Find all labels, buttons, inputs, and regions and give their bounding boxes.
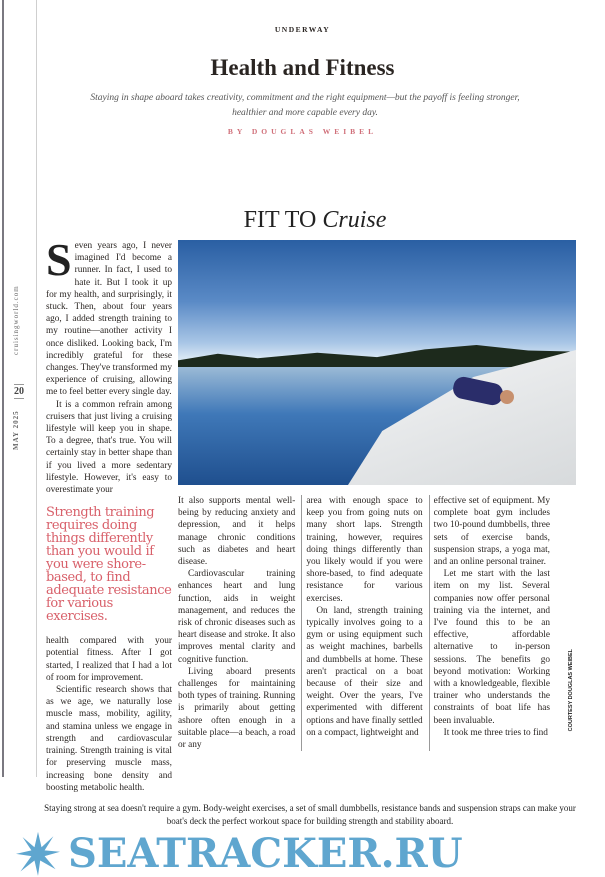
margin-rule — [36, 0, 37, 777]
treeline — [178, 345, 576, 367]
section-label: UNDERWAY — [274, 25, 331, 34]
right-area — [178, 240, 576, 751]
person-head — [500, 390, 514, 404]
article-photo — [178, 240, 576, 485]
deck-text: Staying in shape aboard takes creativity, commitment and the right equipment—but the payoff is feeling stronger, healthier and more capable every day. — [90, 93, 520, 118]
article-headline: FIT TO Cruise — [243, 207, 387, 233]
byline: BY DOUGLAS WEIBEL — [227, 127, 378, 136]
column-2: It also supports mental well-being by reducing anxiety and depression, and it helps manage chronic conditions such as diabetes and heart disease. Cardiovascular training enhances heart and lung function, aids in weight management, and reduces the risk of chronic diseases such as heart disease and stroke. It also improves mental clarity and cognitive function. Living aboard presents challenges for maintaining both types of training. Running is primarily about getting ashore often enough in a suitable place—a beach, a road or any — [178, 496, 296, 751]
column-4: effective set of equipment. My complete boat gym includes two 10-pound dumbbells, three sets of exercise bands, suspension straps, a yoga mat, and an online personal trainer. Let me start with the last item on my list. Several companies now offer personal training via the internet, and I've found this to be an effective, affordable alternative to in-person sessions. The benefits go beyond motivation: Working with a knowledgeable, flexible trainer who understands the constraints of boat life has been invaluable. It took me three tries to find — [429, 495, 550, 751]
page-number: 20 — [14, 386, 24, 397]
page-edge-rule — [2, 0, 4, 777]
watermark — [16, 829, 576, 877]
article-body — [44, 234, 576, 877]
column-3: area with enough space to keep you from going nuts on many short laps. Strength training, however, requires doing things differently than you likely would if you were shore-based, to find adequate resistance for various exercises. On land, strength training typically involves going to a gym or using equipment such as weight machines, barbells and dumbbells at home. These aren't practical on a boat because of their size and weight. Over the years, I've experimented with different options and have finally settled on a compact, lightweight and — [301, 495, 422, 751]
watermark-starburst-icon — [16, 832, 60, 876]
website-label: cruisingworld.com — [12, 285, 20, 355]
photo-credit: COURTESY DOUGLAS WEIBEL — [568, 648, 574, 732]
watermark-logo: SEATRACKER.RU — [68, 829, 463, 877]
lower-columns — [178, 495, 550, 751]
column-1: Seven years ago, I never imagined I'd become a runner. In fact, I used to hate it. But I took it up for my health, and surprisingly, it stuck. Then, about four years ago, I added strength training to my routine—another activity I once disliked. Looking back, I'm incredibly grateful for these changes. They've transformed my experience of cruising, allowing me to feel better every single day. It is a common refrain among cruisers that just living a cruising lifestyle will keep you in shape. To a degree, that's true. You will certainly stay in better shape than if you lived a more sedentary lifestyle. However, it's easy to overestimate your Strength training requires doing things differently than you would if you were shore-based, to find adequate resistance for various exercises. health compared with your potential fitness. After I got started, I realized that I had a lot of room for improvement. Scientific research shows that as we age, we naturally lose muscle mass, mobility, agility, and stamina unless we engage in strength and cardiovascular training. Strength training is vital for preserving muscle mass, increasing bone density and boosting metabolic health. — [46, 234, 172, 793]
pull-quote: Strength training requires doing things differently than you would if you were shore-based, to find adequate resistance for various exercises. — [46, 505, 172, 625]
page-title: Health and Fitness — [210, 55, 395, 80]
drop-cap: S — [46, 234, 72, 285]
issue-date: MAY 2025 — [12, 410, 20, 450]
photo-caption: Staying strong at sea doesn't require a gym. Body-weight exercises, a set of small dumbbells, resistance bands and suspension straps can make your boat's deck the perfect workout space for building strength and stability aboard. — [44, 802, 576, 826]
